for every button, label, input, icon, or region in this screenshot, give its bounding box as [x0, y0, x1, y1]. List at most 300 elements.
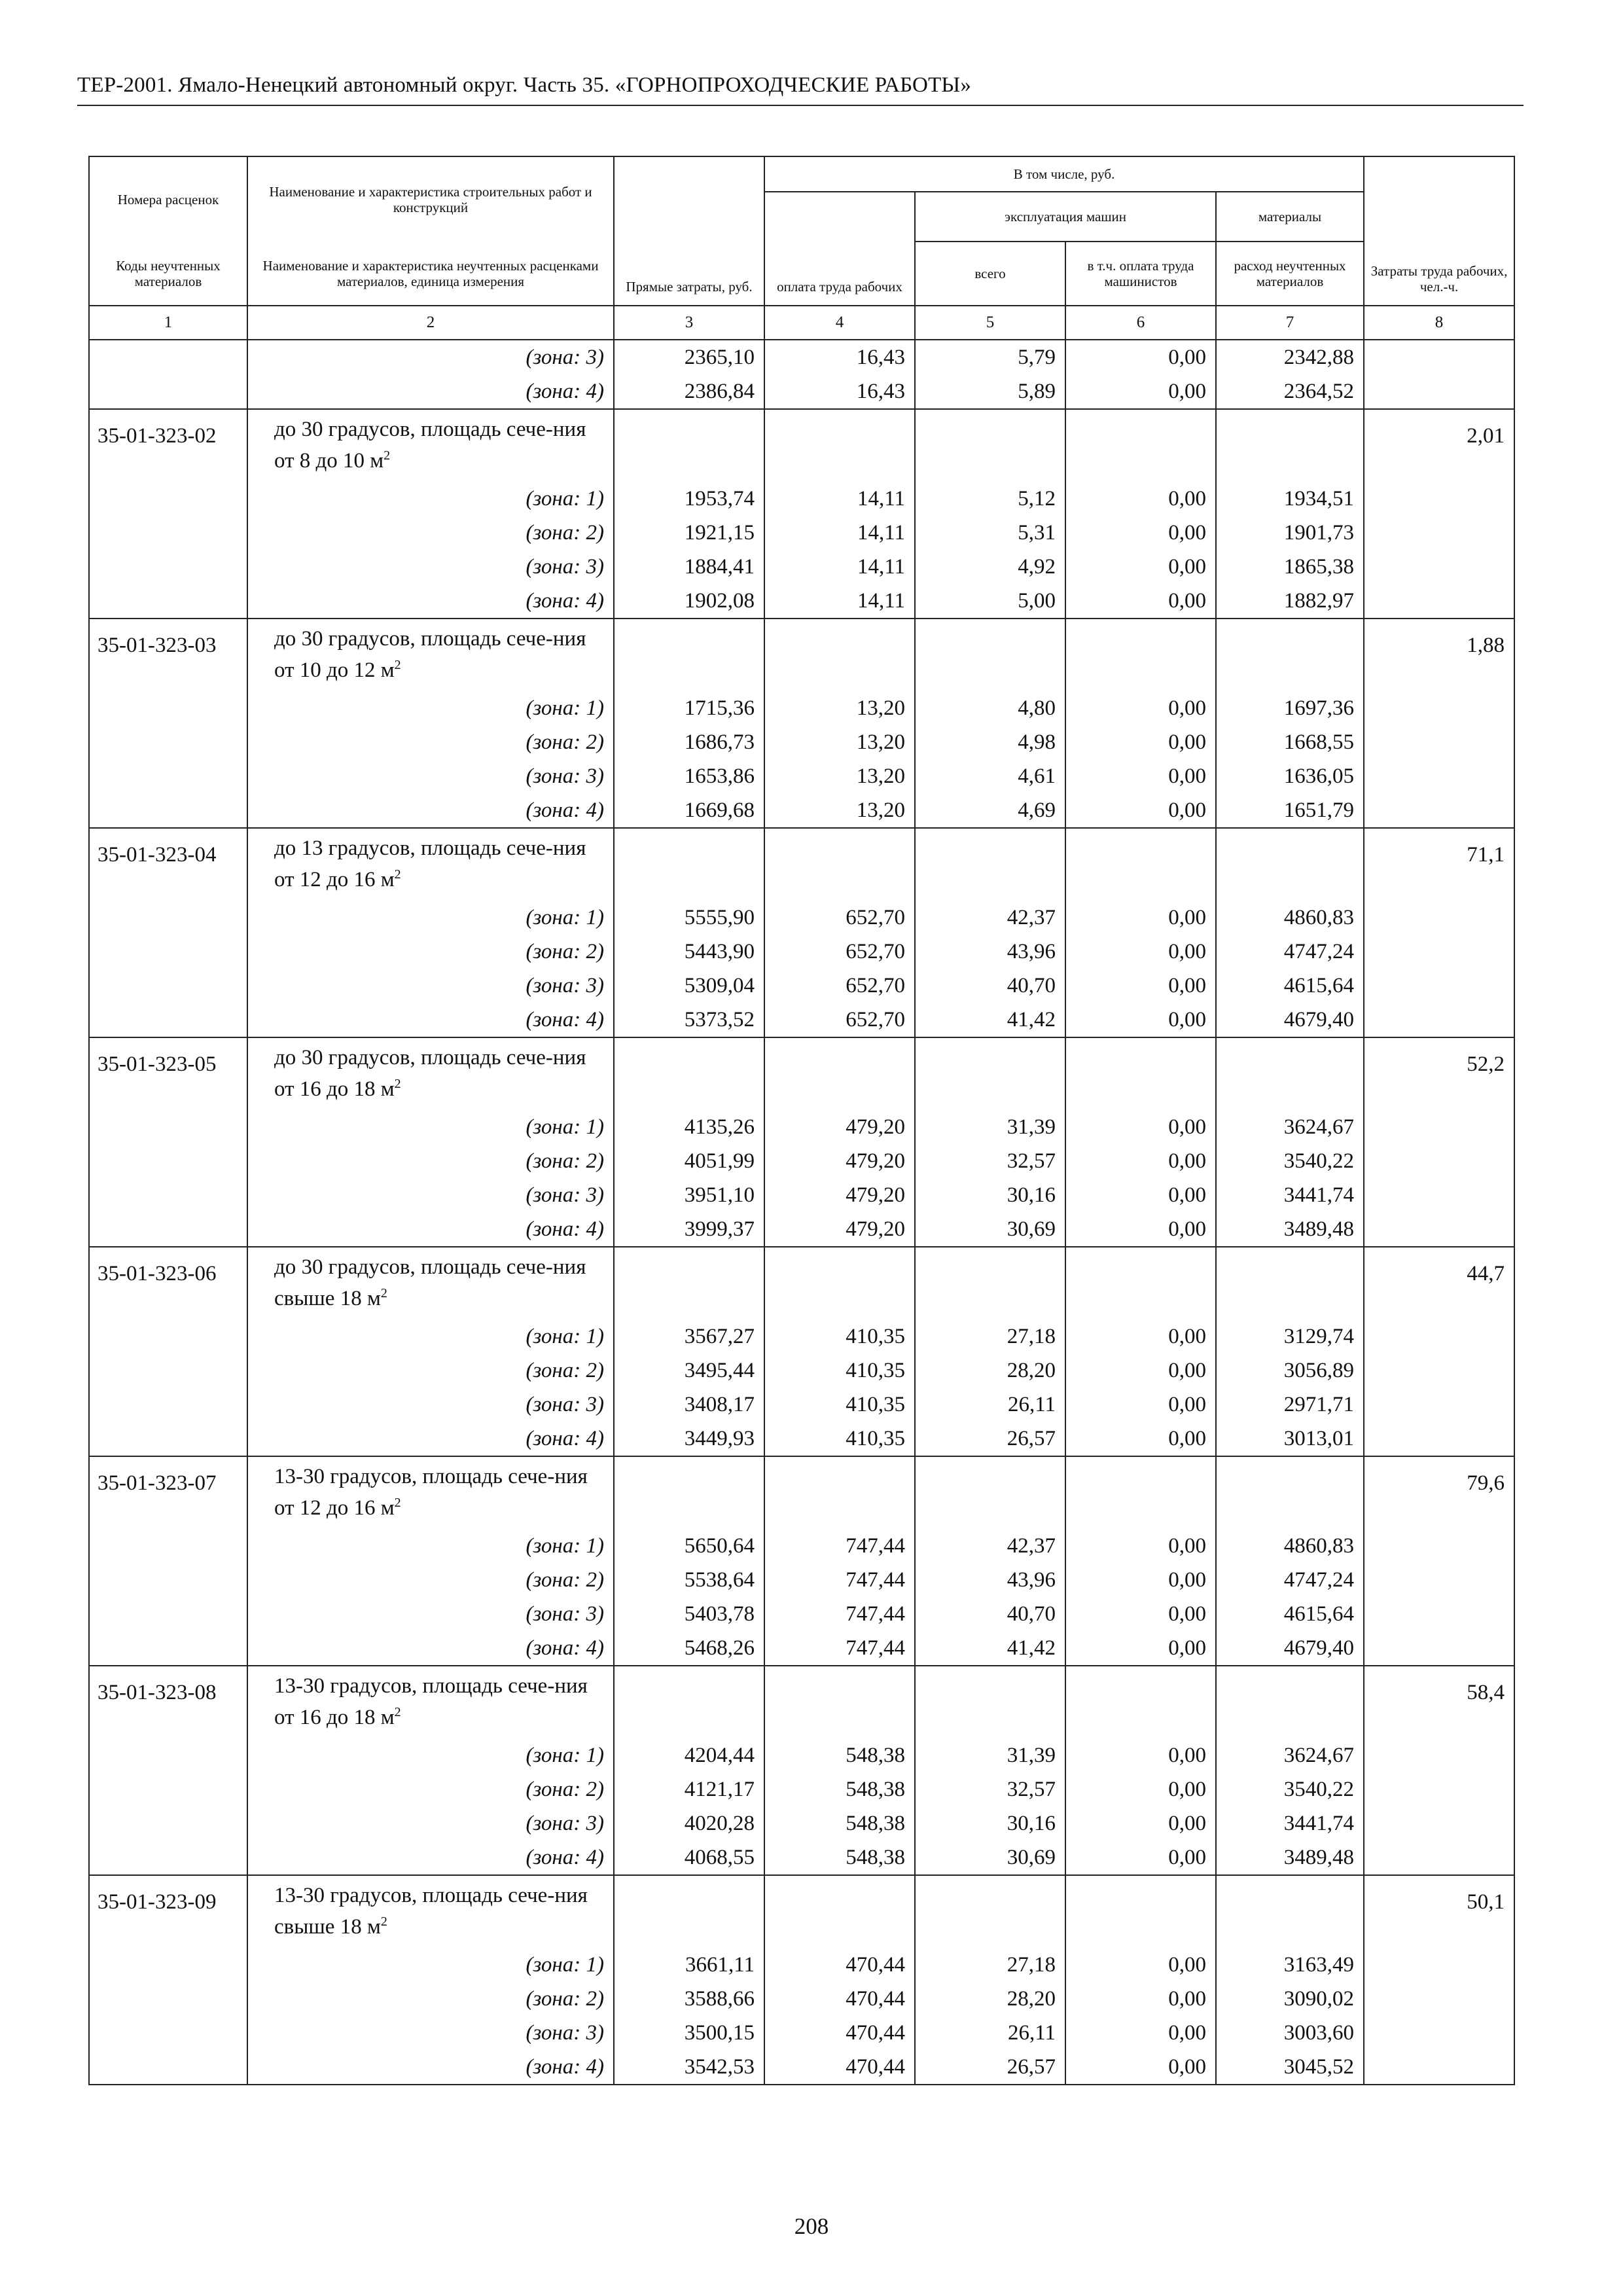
column-number: 8	[1364, 306, 1514, 340]
machines-total-cell: 30,69	[915, 1840, 1065, 1875]
zone-label: (зона: 4)	[247, 374, 614, 409]
header-unaccounted-materials: расход неучтенных материалов	[1216, 242, 1364, 306]
direct-costs-cell: 3408,17	[614, 1388, 764, 1422]
column-number: 7	[1216, 306, 1364, 340]
operator-pay-cell: 0,00	[1065, 759, 1216, 793]
operator-pay-cell: 0,00	[1065, 1178, 1216, 1212]
direct-costs-cell: 3449,93	[614, 1422, 764, 1456]
unit-exponent: 2	[394, 1496, 401, 1510]
zone-row	[89, 482, 1514, 516]
empty-cell	[764, 1456, 915, 1529]
direct-costs-cell: 1653,86	[614, 759, 764, 793]
work-description-text: 13-30 градусов, площадь сече-ния от 12 до 16 м	[274, 1465, 588, 1520]
rate-code: 35-01-323-06	[89, 1247, 247, 1456]
materials-cell: 4860,83	[1216, 901, 1364, 935]
zone-row	[89, 793, 1514, 828]
operator-pay-cell: 0,00	[1065, 340, 1216, 374]
machines-total-cell: 27,18	[915, 1319, 1065, 1354]
machines-total-cell: 30,16	[915, 1178, 1065, 1212]
zone-label: (зона: 4)	[247, 1212, 614, 1247]
rate-code: 35-01-323-05	[89, 1037, 247, 1247]
worker-pay-cell: 548,38	[764, 1840, 915, 1875]
empty-cell	[614, 828, 764, 901]
materials-cell: 3540,22	[1216, 1144, 1364, 1178]
header-rule	[77, 105, 1524, 106]
worker-pay-cell: 13,20	[764, 793, 915, 828]
worker-pay-cell: 479,20	[764, 1212, 915, 1247]
empty-cell	[915, 1456, 1065, 1529]
unit-exponent: 2	[394, 1705, 401, 1719]
labor-cost-cell-empty	[1364, 340, 1514, 409]
zone-label: (зона: 4)	[247, 584, 614, 619]
zone-row	[89, 901, 1514, 935]
zone-label: (зона: 4)	[247, 2050, 614, 2085]
machines-total-cell: 5,31	[915, 516, 1065, 550]
column-number: 1	[89, 306, 247, 340]
zone-row	[89, 1840, 1514, 1875]
direct-costs-cell: 3495,44	[614, 1354, 764, 1388]
zone-label: (зона: 4)	[247, 1631, 614, 1666]
header-work-name: Наименование и характеристика строительных работ и конструкций	[247, 156, 614, 242]
labor-cost: 50,1	[1364, 1875, 1514, 2085]
worker-pay-cell: 14,11	[764, 584, 915, 619]
machines-total-cell: 30,69	[915, 1212, 1065, 1247]
machines-total-cell: 31,39	[915, 1110, 1065, 1144]
header-materials-group: материалы	[1216, 192, 1364, 242]
empty-cell	[1065, 1247, 1216, 1319]
zone-label: (зона: 3)	[247, 759, 614, 793]
direct-costs-cell: 5309,04	[614, 969, 764, 1003]
labor-cost: 52,2	[1364, 1037, 1514, 1247]
empty-cell	[915, 828, 1065, 901]
machines-total-cell: 43,96	[915, 935, 1065, 969]
materials-cell: 2364,52	[1216, 374, 1364, 409]
zone-label: (зона: 4)	[247, 793, 614, 828]
machines-total-cell: 5,00	[915, 584, 1065, 619]
operator-pay-cell: 0,00	[1065, 584, 1216, 619]
zone-label: (зона: 4)	[247, 1003, 614, 1037]
rate-code-cell-empty	[89, 340, 247, 409]
zone-label: (зона: 3)	[247, 550, 614, 584]
empty-cell	[1216, 619, 1364, 691]
zone-row	[89, 1003, 1514, 1037]
direct-costs-cell: 4204,44	[614, 1738, 764, 1772]
materials-cell: 4679,40	[1216, 1631, 1364, 1666]
zone-row	[89, 1422, 1514, 1456]
direct-costs-cell: 4020,28	[614, 1806, 764, 1840]
materials-cell: 2971,71	[1216, 1388, 1364, 1422]
direct-costs-cell: 4068,55	[614, 1840, 764, 1875]
empty-cell	[1216, 828, 1364, 901]
header-rate-numbers: Номера расценок	[89, 156, 247, 242]
operator-pay-cell: 0,00	[1065, 2050, 1216, 2085]
empty-cell	[764, 619, 915, 691]
work-description	[247, 409, 614, 482]
materials-cell: 3003,60	[1216, 2016, 1364, 2050]
worker-pay-cell: 16,43	[764, 374, 915, 409]
zone-row	[89, 1772, 1514, 1806]
worker-pay-cell: 410,35	[764, 1354, 915, 1388]
zone-label: (зона: 1)	[247, 1529, 614, 1563]
zone-row	[89, 1597, 1514, 1631]
work-description	[247, 828, 614, 901]
zone-row	[89, 340, 1514, 374]
operator-pay-cell: 0,00	[1065, 1806, 1216, 1840]
materials-cell: 3129,74	[1216, 1319, 1364, 1354]
zone-row	[89, 691, 1514, 725]
operator-pay-cell: 0,00	[1065, 1563, 1216, 1597]
direct-costs-cell: 3500,15	[614, 2016, 764, 2050]
materials-cell: 1865,38	[1216, 550, 1364, 584]
header-operator-pay: в т.ч. оплата труда машинистов	[1065, 242, 1216, 306]
column-number: 5	[915, 306, 1065, 340]
empty-cell	[1065, 619, 1216, 691]
materials-cell: 1934,51	[1216, 482, 1364, 516]
machines-total-cell: 30,16	[915, 1806, 1065, 1840]
zone-label: (зона: 2)	[247, 1982, 614, 2016]
zone-label: (зона: 3)	[247, 969, 614, 1003]
empty-cell	[1065, 1037, 1216, 1110]
empty-cell	[764, 1875, 915, 1948]
zone-label: (зона: 1)	[247, 901, 614, 935]
empty-cell	[614, 409, 764, 482]
operator-pay-cell: 0,00	[1065, 725, 1216, 759]
operator-pay-cell: 0,00	[1065, 482, 1216, 516]
rate-item-row	[89, 1456, 1514, 1529]
zone-label: (зона: 3)	[247, 1597, 614, 1631]
materials-cell: 3056,89	[1216, 1354, 1364, 1388]
direct-costs-cell: 1715,36	[614, 691, 764, 725]
direct-costs-cell: 3588,66	[614, 1982, 764, 2016]
empty-cell	[915, 1247, 1065, 1319]
labor-cost: 44,7	[1364, 1247, 1514, 1456]
worker-pay-cell: 470,44	[764, 2016, 915, 2050]
worker-pay-cell: 548,38	[764, 1772, 915, 1806]
labor-cost: 2,01	[1364, 409, 1514, 619]
header-labor-costs: Затраты труда рабочих, чел.-ч.	[1364, 156, 1514, 306]
direct-costs-cell: 1953,74	[614, 482, 764, 516]
zone-row	[89, 516, 1514, 550]
worker-pay-cell: 14,11	[764, 482, 915, 516]
direct-costs-cell: 1921,15	[614, 516, 764, 550]
rate-code: 35-01-323-07	[89, 1456, 247, 1666]
operator-pay-cell: 0,00	[1065, 1597, 1216, 1631]
unit-exponent: 2	[383, 448, 391, 463]
zone-label: (зона: 1)	[247, 691, 614, 725]
header-direct-costs: Прямые затраты, руб.	[614, 156, 764, 306]
zone-row	[89, 1738, 1514, 1772]
machines-total-cell: 4,92	[915, 550, 1065, 584]
zone-label: (зона: 4)	[247, 1840, 614, 1875]
worker-pay-cell: 479,20	[764, 1178, 915, 1212]
empty-cell	[1065, 1875, 1216, 1948]
work-description-text: до 30 градусов, площадь сече-ния от 10 до 12 м	[274, 627, 586, 682]
worker-pay-cell: 410,35	[764, 1422, 915, 1456]
operator-pay-cell: 0,00	[1065, 1982, 1216, 2016]
zone-row	[89, 1178, 1514, 1212]
materials-cell: 4679,40	[1216, 1003, 1364, 1037]
materials-cell: 4860,83	[1216, 1529, 1364, 1563]
unit-exponent: 2	[380, 1286, 387, 1300]
operator-pay-cell: 0,00	[1065, 793, 1216, 828]
empty-cell	[1216, 1037, 1364, 1110]
rate-item-row	[89, 409, 1514, 482]
materials-cell: 3489,48	[1216, 1212, 1364, 1247]
worker-pay-cell: 479,20	[764, 1110, 915, 1144]
worker-pay-cell: 747,44	[764, 1529, 915, 1563]
worker-pay-cell: 13,20	[764, 725, 915, 759]
direct-costs-cell: 4135,26	[614, 1110, 764, 1144]
operator-pay-cell: 0,00	[1065, 516, 1216, 550]
empty-cell	[764, 409, 915, 482]
rate-item-row	[89, 828, 1514, 901]
zone-row	[89, 1948, 1514, 1982]
direct-costs-cell: 3567,27	[614, 1319, 764, 1354]
operator-pay-cell: 0,00	[1065, 1422, 1216, 1456]
operator-pay-cell: 0,00	[1065, 1354, 1216, 1388]
worker-pay-cell: 652,70	[764, 969, 915, 1003]
operator-pay-cell: 0,00	[1065, 550, 1216, 584]
empty-cell	[915, 1666, 1065, 1738]
zone-row	[89, 1110, 1514, 1144]
direct-costs-cell: 1669,68	[614, 793, 764, 828]
rate-code: 35-01-323-04	[89, 828, 247, 1037]
operator-pay-cell: 0,00	[1065, 935, 1216, 969]
unit-exponent: 2	[380, 1914, 387, 1929]
worker-pay-cell: 548,38	[764, 1806, 915, 1840]
work-description-text: до 30 градусов, площадь сече-ния от 8 до 10 м	[274, 418, 586, 473]
empty-cell	[614, 619, 764, 691]
direct-costs-cell: 5468,26	[614, 1631, 764, 1666]
worker-pay-cell: 470,44	[764, 1948, 915, 1982]
worker-pay-cell: 410,35	[764, 1319, 915, 1354]
operator-pay-cell: 0,00	[1065, 2016, 1216, 2050]
page-number: 208	[794, 2214, 829, 2239]
worker-pay-cell: 747,44	[764, 1597, 915, 1631]
worker-pay-cell: 479,20	[764, 1144, 915, 1178]
zone-row	[89, 2016, 1514, 2050]
materials-cell: 3045,52	[1216, 2050, 1364, 2085]
rate-item-row	[89, 1247, 1514, 1319]
zone-row	[89, 1806, 1514, 1840]
empty-cell	[915, 409, 1065, 482]
materials-cell: 3489,48	[1216, 1840, 1364, 1875]
zone-row	[89, 1212, 1514, 1247]
zone-row	[89, 1529, 1514, 1563]
labor-cost: 58,4	[1364, 1666, 1514, 1875]
rate-code: 35-01-323-08	[89, 1666, 247, 1875]
machines-total-cell: 31,39	[915, 1738, 1065, 1772]
empty-cell	[915, 1037, 1065, 1110]
machines-total-cell: 28,20	[915, 1354, 1065, 1388]
rate-item-row	[89, 1037, 1514, 1110]
empty-cell	[1216, 1247, 1364, 1319]
machines-total-cell: 4,80	[915, 691, 1065, 725]
zone-row	[89, 2050, 1514, 2085]
zone-label: (зона: 1)	[247, 1738, 614, 1772]
zone-row	[89, 1563, 1514, 1597]
materials-cell: 3441,74	[1216, 1806, 1364, 1840]
zone-label: (зона: 1)	[247, 482, 614, 516]
zone-label: (зона: 3)	[247, 1388, 614, 1422]
materials-cell: 3624,67	[1216, 1738, 1364, 1772]
operator-pay-cell: 0,00	[1065, 1772, 1216, 1806]
zone-label: (зона: 2)	[247, 935, 614, 969]
operator-pay-cell: 0,00	[1065, 1948, 1216, 1982]
empty-cell	[1216, 1875, 1364, 1948]
header-including-group: В том числе, руб.	[764, 156, 1364, 192]
worker-pay-cell: 652,70	[764, 901, 915, 935]
column-number: 4	[764, 306, 915, 340]
header-worker-pay: оплата труда рабочих	[764, 192, 915, 306]
zone-row	[89, 1319, 1514, 1354]
zone-label: (зона: 2)	[247, 1563, 614, 1597]
machines-total-cell: 26,11	[915, 1388, 1065, 1422]
direct-costs-cell: 5403,78	[614, 1597, 764, 1631]
worker-pay-cell: 548,38	[764, 1738, 915, 1772]
zone-row	[89, 1144, 1514, 1178]
zone-label: (зона: 1)	[247, 1110, 614, 1144]
direct-costs-cell: 2386,84	[614, 374, 764, 409]
unit-exponent: 2	[394, 1077, 401, 1091]
empty-cell	[1065, 1456, 1216, 1529]
worker-pay-cell: 747,44	[764, 1631, 915, 1666]
zone-label: (зона: 3)	[247, 1806, 614, 1840]
rate-code: 35-01-323-02	[89, 409, 247, 619]
zone-row	[89, 1354, 1514, 1388]
work-description-text: до 30 градусов, площадь сече-ния от 16 до 18 м	[274, 1046, 586, 1101]
materials-cell: 1882,97	[1216, 584, 1364, 619]
zone-row	[89, 935, 1514, 969]
direct-costs-cell: 5443,90	[614, 935, 764, 969]
machines-total-cell: 32,57	[915, 1772, 1065, 1806]
work-description-text: до 30 градусов, площадь сече-ния свыше 18 м	[274, 1255, 586, 1310]
empty-cell	[614, 1666, 764, 1738]
rate-code: 35-01-323-03	[89, 619, 247, 828]
work-description	[247, 1875, 614, 1948]
machines-total-cell: 26,11	[915, 2016, 1065, 2050]
zone-row	[89, 759, 1514, 793]
operator-pay-cell: 0,00	[1065, 691, 1216, 725]
zone-label: (зона: 4)	[247, 1422, 614, 1456]
materials-cell: 3624,67	[1216, 1110, 1364, 1144]
direct-costs-cell: 3661,11	[614, 1948, 764, 1982]
worker-pay-cell: 652,70	[764, 1003, 915, 1037]
direct-costs-cell: 5538,64	[614, 1563, 764, 1597]
empty-cell	[764, 1037, 915, 1110]
operator-pay-cell: 0,00	[1065, 1212, 1216, 1247]
operator-pay-cell: 0,00	[1065, 1003, 1216, 1037]
direct-costs-cell: 4051,99	[614, 1144, 764, 1178]
empty-cell	[764, 1247, 915, 1319]
materials-cell: 4615,64	[1216, 969, 1364, 1003]
work-description	[247, 619, 614, 691]
empty-cell	[1216, 1456, 1364, 1529]
rate-item-row	[89, 1666, 1514, 1738]
zone-label: (зона: 2)	[247, 1772, 614, 1806]
zone-row	[89, 584, 1514, 619]
materials-cell: 3540,22	[1216, 1772, 1364, 1806]
labor-cost: 1,88	[1364, 619, 1514, 828]
header-machines-group: эксплуатация машин	[915, 192, 1216, 242]
machines-total-cell: 28,20	[915, 1982, 1065, 2016]
materials-cell: 1636,05	[1216, 759, 1364, 793]
zone-label: (зона: 2)	[247, 1354, 614, 1388]
materials-cell: 4747,24	[1216, 935, 1364, 969]
rates-table	[88, 156, 1515, 2085]
document-header-title: ТЕР-2001. Ямало-Ненецкий автономный округ. Часть 35. «ГОРНОПРОХОДЧЕСКИЕ РАБОТЫ»	[77, 73, 972, 97]
unit-exponent: 2	[394, 658, 401, 672]
operator-pay-cell: 0,00	[1065, 969, 1216, 1003]
operator-pay-cell: 0,00	[1065, 1529, 1216, 1563]
column-number: 3	[614, 306, 764, 340]
machines-total-cell: 42,37	[915, 901, 1065, 935]
operator-pay-cell: 0,00	[1065, 374, 1216, 409]
operator-pay-cell: 0,00	[1065, 1144, 1216, 1178]
materials-cell: 1651,79	[1216, 793, 1364, 828]
work-description	[247, 1247, 614, 1319]
unit-exponent: 2	[394, 867, 401, 882]
machines-total-cell: 4,69	[915, 793, 1065, 828]
zone-label: (зона: 1)	[247, 1948, 614, 1982]
labor-cost: 79,6	[1364, 1456, 1514, 1666]
operator-pay-cell: 0,00	[1065, 901, 1216, 935]
worker-pay-cell: 652,70	[764, 935, 915, 969]
rate-item-row	[89, 619, 1514, 691]
materials-cell: 4747,24	[1216, 1563, 1364, 1597]
zone-label: (зона: 2)	[247, 516, 614, 550]
zone-row	[89, 1388, 1514, 1422]
zone-label: (зона: 3)	[247, 2016, 614, 2050]
machines-total-cell: 5,12	[915, 482, 1065, 516]
empty-cell	[1065, 828, 1216, 901]
worker-pay-cell: 13,20	[764, 691, 915, 725]
direct-costs-cell: 5555,90	[614, 901, 764, 935]
direct-costs-cell: 2365,10	[614, 340, 764, 374]
direct-costs-cell: 3951,10	[614, 1178, 764, 1212]
zone-label: (зона: 1)	[247, 1319, 614, 1354]
machines-total-cell: 41,42	[915, 1003, 1065, 1037]
rate-code: 35-01-323-09	[89, 1875, 247, 2085]
direct-costs-cell: 1902,08	[614, 584, 764, 619]
direct-costs-cell: 1686,73	[614, 725, 764, 759]
zone-row	[89, 1982, 1514, 2016]
machines-total-cell: 40,70	[915, 1597, 1065, 1631]
materials-cell: 4615,64	[1216, 1597, 1364, 1631]
materials-cell: 3013,01	[1216, 1422, 1364, 1456]
machines-total-cell: 32,57	[915, 1144, 1065, 1178]
machines-total-cell: 26,57	[915, 1422, 1065, 1456]
zone-row	[89, 550, 1514, 584]
zone-label: (зона: 3)	[247, 1178, 614, 1212]
materials-cell: 3090,02	[1216, 1982, 1364, 2016]
machines-total-cell: 4,61	[915, 759, 1065, 793]
worker-pay-cell: 16,43	[764, 340, 915, 374]
machines-total-cell: 4,98	[915, 725, 1065, 759]
worker-pay-cell: 14,11	[764, 516, 915, 550]
zone-row	[89, 725, 1514, 759]
direct-costs-cell: 3542,53	[614, 2050, 764, 2085]
labor-cost: 71,1	[1364, 828, 1514, 1037]
direct-costs-cell: 4121,17	[614, 1772, 764, 1806]
empty-cell	[915, 1875, 1065, 1948]
materials-cell: 3163,49	[1216, 1948, 1364, 1982]
zone-label: (зона: 2)	[247, 1144, 614, 1178]
machines-total-cell: 5,79	[915, 340, 1065, 374]
worker-pay-cell: 14,11	[764, 550, 915, 584]
column-number: 6	[1065, 306, 1216, 340]
header-material-codes: Коды неучтенных материалов	[89, 242, 247, 306]
